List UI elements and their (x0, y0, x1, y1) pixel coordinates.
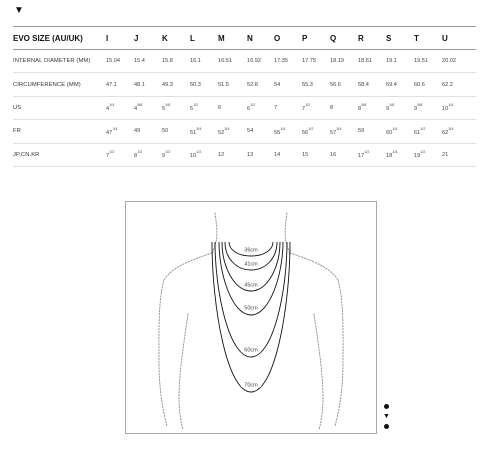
cell-value: 60 (386, 129, 393, 136)
cell-fraction: 1/4 (109, 103, 115, 108)
table-cell: 20.02 (442, 58, 456, 65)
table-cell (414, 96, 442, 119)
table-cell (330, 120, 358, 143)
cell-fraction: .54 (112, 126, 118, 131)
cell-fraction: 1/2 (420, 150, 426, 155)
cell-fraction: 1/4 (280, 126, 286, 131)
cell-value: 49 (134, 128, 141, 135)
table-cell (302, 96, 330, 119)
size-table (13, 26, 476, 167)
cell-value: 10 (190, 153, 197, 160)
cell-value: 61 (414, 129, 421, 136)
cell-value: 50 (162, 128, 169, 135)
table-cell (330, 143, 358, 166)
cell-fraction: 1/4 (448, 103, 454, 108)
size-table-header (13, 27, 476, 50)
cell-fraction: 1/2 (308, 126, 314, 131)
cell-fraction: 5/8 (361, 103, 367, 108)
cell-value: 14 (274, 151, 281, 158)
body-silhouette (159, 213, 343, 430)
cell-value: 9 (162, 153, 166, 160)
size-column-header: S (386, 33, 392, 43)
size-column-header: N (247, 33, 253, 43)
table-cell: 18.61 (358, 58, 372, 65)
table-cell: 52.8 (247, 81, 258, 88)
cell-value: 9 (386, 106, 390, 113)
cell-value: 55 (274, 129, 281, 136)
table-cell: 58.4 (358, 81, 369, 88)
table-cell (274, 143, 302, 166)
necklace-label-45cm: 45cm (244, 282, 258, 289)
table-cell: 16.92 (247, 58, 261, 65)
cell-fraction: 3/4 (224, 126, 230, 131)
cell-fraction: 1/8 (165, 103, 171, 108)
collapse-toggle-icon[interactable]: ▼ (14, 5, 24, 16)
table-cell (190, 96, 218, 119)
table-cell: 19.1 (386, 58, 397, 65)
cell-value: 4 (134, 106, 138, 113)
cell-fraction: 1/2 (364, 150, 370, 155)
cell-value: 17 (358, 153, 365, 160)
cell-value: 16 (330, 151, 337, 158)
size-table-body (13, 50, 476, 167)
table-cell (190, 120, 218, 143)
table-cell: 54 (274, 81, 281, 88)
row-label: JP,CN,KR (13, 151, 40, 158)
table-cell (162, 120, 190, 143)
cell-value: 6 (218, 104, 222, 111)
cell-fraction: 1/8 (389, 103, 395, 108)
size-column-header: I (106, 33, 109, 43)
table-cell: 49.3 (162, 81, 173, 88)
cell-fraction: 3/4 (336, 126, 342, 131)
cell-value: 10 (442, 106, 449, 113)
cell-value: 47 (106, 129, 113, 136)
size-column-header: J (134, 33, 139, 43)
cell-value: 56 (302, 129, 309, 136)
row-label: FR (13, 128, 21, 135)
necklace-label-36cm: 36cm (244, 247, 258, 254)
size-column-header: L (190, 33, 195, 43)
table-cell (247, 96, 274, 119)
table-cell: 16.51 (218, 58, 232, 65)
necklace-60cm (215, 242, 287, 357)
cell-value: 13 (247, 151, 254, 158)
cell-fraction: 1/4 (392, 150, 398, 155)
table-cell: 15.8 (162, 58, 173, 65)
table-cell: 19.51 (414, 58, 428, 65)
cell-value: 7 (274, 104, 278, 111)
cell-value: 62 (442, 129, 449, 136)
cell-fraction: 3/4 (448, 126, 454, 131)
cell-value: 6 (247, 106, 251, 113)
table-row (13, 73, 476, 96)
row-label: INTERNAL DIAMETER (MM) (13, 58, 91, 65)
cell-fraction: 1/2 (137, 150, 143, 155)
cell-fraction: 1/2 (109, 150, 115, 155)
table-cell (414, 143, 442, 166)
table-cell (134, 120, 162, 143)
table-row (13, 96, 476, 119)
table-cell: 15.4 (134, 58, 145, 65)
table-cell: 17.75 (302, 58, 316, 65)
cell-value: 8 (358, 106, 362, 113)
table-cell: 18.19 (330, 58, 344, 65)
size-column-header: P (302, 33, 308, 43)
cell-value: 52 (218, 129, 225, 136)
table-cell: 47.1 (106, 81, 117, 88)
necklace-label-41cm: 41cm (244, 261, 258, 268)
size-column-header: R (358, 33, 364, 43)
carousel-arrow-icon[interactable]: ▼ (383, 413, 390, 420)
table-cell (302, 143, 330, 166)
table-cell (414, 120, 442, 143)
cell-fraction: 5/8 (137, 103, 143, 108)
cell-fraction: 1/2 (305, 103, 311, 108)
cell-value: 9 (414, 106, 418, 113)
table-cell: 15.04 (106, 58, 120, 65)
cell-value: 8 (134, 153, 138, 160)
table-cell (218, 96, 247, 119)
cell-value: 7 (106, 153, 110, 160)
table-cell (134, 96, 162, 119)
table-cell: 17.35 (274, 58, 288, 65)
table-cell: 50.3 (190, 81, 201, 88)
table-cell (358, 143, 386, 166)
table-cell (302, 120, 330, 143)
size-column-header: M (218, 33, 225, 43)
table-cell: 51.5 (218, 81, 229, 88)
cell-value: 59 (358, 128, 365, 135)
cell-value: 54 (247, 128, 254, 135)
table-cell: 62.2 (442, 81, 453, 88)
table-cell (442, 143, 476, 166)
cell-value: 19 (414, 153, 421, 160)
cell-fraction: 5/8 (417, 103, 423, 108)
table-cell (106, 143, 134, 166)
cell-fraction: 1/2 (196, 150, 202, 155)
table-row (13, 143, 476, 166)
table-cell (247, 143, 274, 166)
table-cell (358, 96, 386, 119)
table-cell (358, 120, 386, 143)
cell-value: 57 (330, 129, 337, 136)
cell-value: 8 (330, 104, 334, 111)
size-column-header: U (442, 33, 448, 43)
table-cell (274, 96, 302, 119)
cell-value: 12 (218, 151, 225, 158)
table-cell (218, 120, 247, 143)
table-row (13, 50, 476, 73)
cell-value: 5 (190, 106, 194, 113)
cell-fraction: 1/2 (420, 126, 426, 131)
table-cell (386, 96, 414, 119)
cell-value: 51 (190, 129, 197, 136)
table-cell (106, 120, 134, 143)
cell-fraction: 1/4 (392, 126, 398, 131)
table-cell (442, 120, 476, 143)
row-label: US (13, 104, 22, 111)
size-column-header: Q (330, 33, 337, 43)
cell-value: 4 (106, 106, 110, 113)
cell-fraction: 3/4 (196, 126, 202, 131)
size-column-header: T (414, 33, 419, 43)
table-cell (162, 143, 190, 166)
table-cell (190, 143, 218, 166)
carousel-dot[interactable] (384, 404, 389, 409)
table-cell: 48.1 (134, 81, 145, 88)
table-cell (386, 143, 414, 166)
table-cell (218, 143, 247, 166)
table-cell (134, 143, 162, 166)
cell-fraction: 1/2 (165, 150, 171, 155)
table-cell (274, 120, 302, 143)
size-column-header: O (274, 33, 281, 43)
size-column-header: K (162, 33, 168, 43)
cell-value: 18 (386, 153, 393, 160)
cell-fraction: 1/2 (193, 103, 199, 108)
cell-value: 7 (302, 106, 306, 113)
necklace-label-70cm: 70cm (244, 382, 258, 389)
necklace-label-50cm: 50cm (244, 305, 258, 312)
cell-value: 5 (162, 106, 166, 113)
table-cell: 16.1 (190, 58, 201, 65)
table-cell: 59.4 (386, 81, 397, 88)
table-cell (247, 120, 274, 143)
table-cell: 60.6 (414, 81, 425, 88)
cell-value: 21 (442, 151, 449, 158)
cell-value: 15 (302, 151, 309, 158)
table-cell (106, 96, 134, 119)
carousel-dot[interactable] (384, 424, 389, 429)
table-cell (442, 96, 476, 119)
cell-fraction: 1/2 (250, 103, 256, 108)
row-label: CIRCUMFERENCE (MM) (13, 81, 81, 88)
table-cell (330, 96, 358, 119)
necklace-illustration (126, 202, 376, 433)
table-row (13, 120, 476, 143)
table-cell (162, 96, 190, 119)
size-table-header-label: EVO SIZE (AU/UK) (13, 33, 83, 43)
necklace-length-diagram (125, 201, 377, 434)
table-cell: 55.3 (302, 81, 313, 88)
necklace-label-60cm: 60cm (244, 347, 258, 354)
table-cell: 56.6 (330, 81, 341, 88)
table-cell (386, 120, 414, 143)
